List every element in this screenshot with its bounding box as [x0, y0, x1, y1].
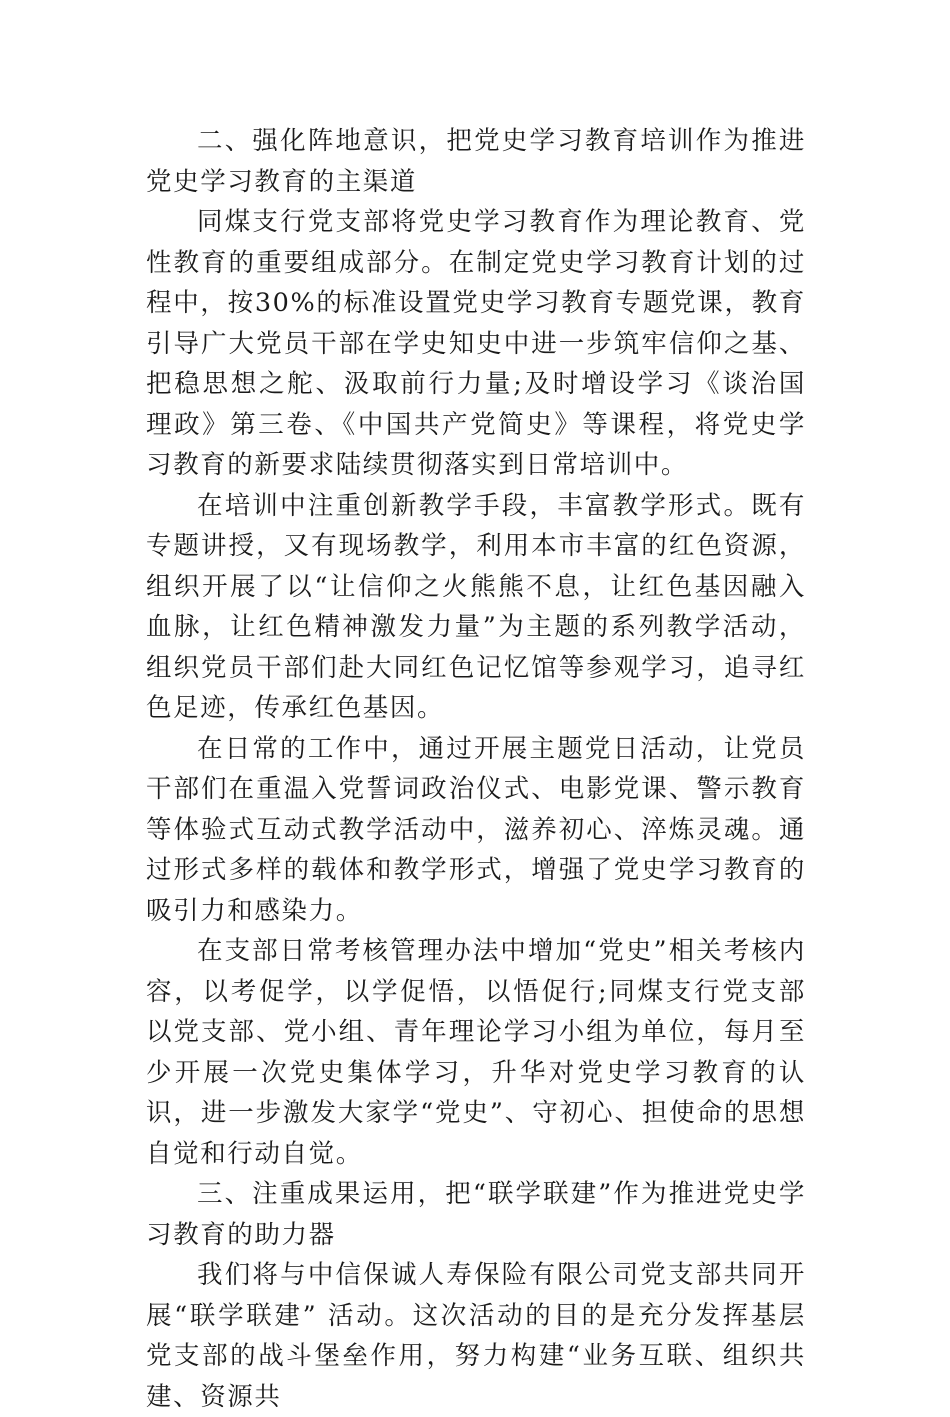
section-heading-2: 二、强化阵地意识，把党史学习教育培训作为推进党史学习教育的主渠道: [146, 126, 806, 197]
document-body: [146, 121, 806, 1417]
body-paragraph: 同煤支行党支部将党史学习教育作为理论教育、党性教育的重要组成部分。在制定党史学习教育计划的过程中，按30%的标准设置党史学习教育专题党课，教育引导广大党员干部在学史知史中进一步筑牢信仰之基、把稳思想之舵、汲取前行力量;及时增设学习《谈治国理政》第三卷、《中国共产党简史》等课程，将党史学习教育的新要求陆续贯彻落实到日常培训中。: [146, 207, 806, 480]
body-paragraph: 在日常的工作中，通过开展主题党日活动，让党员干部们在重温入党誓词政治仪式、电影党课、警示教育等体验式互动式教学活动中，滋养初心、淬炼灵魂。通过形式多样的载体和教学形式，增强了党史学习教育的吸引力和感染力。: [146, 733, 806, 926]
body-paragraph: 在支部日常考核管理办法中增加“党史”相关考核内容，以考促学，以学促悟，以悟促行;同煤支行党支部以党支部、党小组、青年理论学习小组为单位，每月至少开展一次党史集体学习，升华对党史学习教育的认识，进一步激发大家学“党史”、守初心、担使命的思想自觉和行动自觉。: [146, 936, 806, 1169]
body-paragraph: 我们将与中信保诚人寿保险有限公司党支部共同开展“联学联建” 活动。这次活动的目的是充分发挥基层党支部的战斗堡垒作用，努力构建“业务互联、组织共建、资源共: [146, 1260, 806, 1412]
body-paragraph: 在培训中注重创新教学手段，丰富教学形式。既有专题讲授，又有现场教学，利用本市丰富的红色资源，组织开展了以“让信仰之火熊熊不息，让红色基因融入血脉，让红色精神激发力量”为主题的系列教学活动，组织党员干部们赴大同红色记忆馆等参观学习，追寻红色足迹，传承红色基因。: [146, 490, 806, 723]
section-heading-3: 三、注重成果运用，把“联学联建”作为推进党史学习教育的助力器: [146, 1179, 806, 1250]
